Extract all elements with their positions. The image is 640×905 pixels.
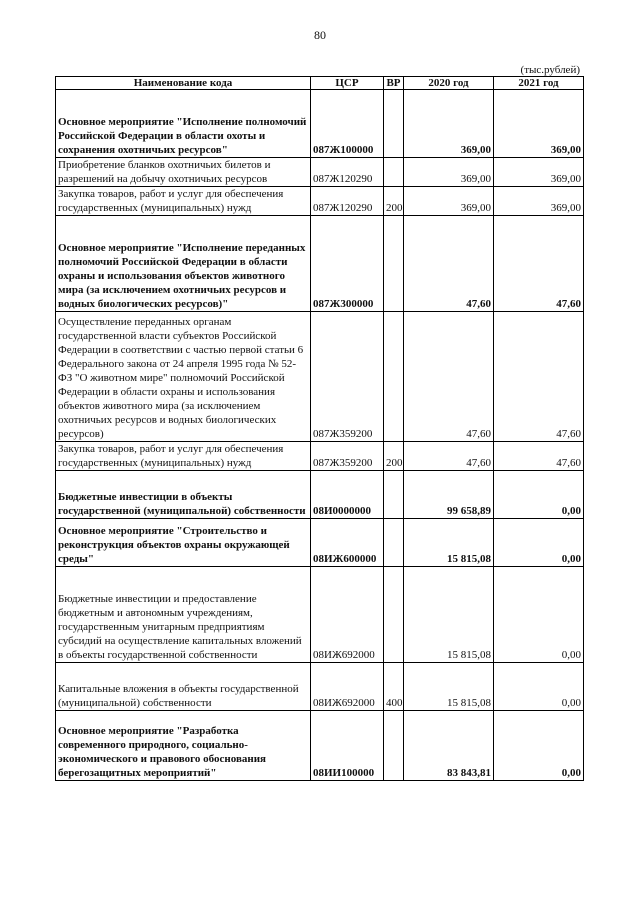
row-csr-cell: 08ИЖ692000 xyxy=(311,567,384,663)
budget-table xyxy=(55,76,584,781)
row-2020-cell: 15 815,08 xyxy=(404,663,494,711)
table-header-row xyxy=(56,77,584,90)
row-2020-cell: 15 815,08 xyxy=(404,519,494,567)
table-row xyxy=(56,312,584,442)
row-name-cell: Бюджетные инвестиции в объекты государственной (муниципальной) собственности xyxy=(56,471,311,519)
table-row xyxy=(56,567,584,663)
row-2021-cell: 47,60 xyxy=(494,442,584,471)
row-vr-cell xyxy=(384,312,404,442)
row-csr-cell: 087Ж120290 xyxy=(311,158,384,187)
row-name-cell: Бюджетные инвестиции и предоставление бюджетным и автономным учреждениям, государственным унитарным предприятиям субсидий на осуществление капитальных вложений в объекты государственной собственности xyxy=(56,567,311,663)
row-csr-cell: 087Ж120290 xyxy=(311,187,384,216)
row-csr-cell: 087Ж359200 xyxy=(311,312,384,442)
header-2021: 2021 год xyxy=(494,77,584,90)
row-name-cell: Осуществление переданных органам государственной власти субъектов Российской Федерации в соответствии с частью первой статьи 6 Федерального закона от 24 апреля 1995 года № 52-ФЗ "О животном мире" полномочий Российской Федерации в области охраны и использования объектов животного мира (за исключением охотничьих ресурсов и водных биологических ресурсов) xyxy=(56,312,311,442)
row-csr-cell: 087Ж359200 xyxy=(311,442,384,471)
row-name-cell: Приобретение бланков охотничьих билетов и разрешений на добычу охотничьих ресурсов xyxy=(56,158,311,187)
row-name-cell: Капитальные вложения в объекты государственной (муниципальной) собственности xyxy=(56,663,311,711)
table-row xyxy=(56,471,584,519)
row-csr-cell: 087Ж100000 xyxy=(311,90,384,158)
row-name-cell: Основное мероприятие "Разработка современного природного, социально-экономического и правового обоснования берегозащитных мероприятий" xyxy=(56,711,311,781)
table-row xyxy=(56,90,584,158)
row-2020-cell: 15 815,08 xyxy=(404,567,494,663)
table-row xyxy=(56,519,584,567)
page-number: 80 xyxy=(314,28,326,42)
row-csr-cell: 08И0000000 xyxy=(311,471,384,519)
header-name: Наименование кода xyxy=(56,77,311,90)
row-csr-cell: 08ИЖ600000 xyxy=(311,519,384,567)
header-csr: ЦСР xyxy=(311,77,384,90)
row-2020-cell: 369,00 xyxy=(404,90,494,158)
row-2021-cell: 369,00 xyxy=(494,90,584,158)
row-2020-cell: 47,60 xyxy=(404,312,494,442)
row-name-cell: Основное мероприятие "Исполнение полномочий Российской Федерации в области охоты и сохранения охотничьих ресурсов" xyxy=(56,90,311,158)
header-vr: ВР xyxy=(384,77,404,90)
table-row xyxy=(56,663,584,711)
row-2021-cell: 0,00 xyxy=(494,519,584,567)
row-vr-cell xyxy=(384,519,404,567)
table-row xyxy=(56,442,584,471)
row-2021-cell: 369,00 xyxy=(494,158,584,187)
row-vr-cell xyxy=(384,567,404,663)
row-2021-cell: 0,00 xyxy=(494,471,584,519)
row-2020-cell: 369,00 xyxy=(404,187,494,216)
row-name-cell: Закупка товаров, работ и услуг для обеспечения государственных (муниципальных) нужд xyxy=(56,187,311,216)
row-vr-cell: 200 xyxy=(384,442,404,471)
row-2020-cell: 99 658,89 xyxy=(404,471,494,519)
header-2020: 2020 год xyxy=(404,77,494,90)
table-body xyxy=(56,90,584,781)
row-name-cell: Основное мероприятие "Строительство и реконструкция объектов охраны окружающей среды" xyxy=(56,519,311,567)
row-vr-cell xyxy=(384,471,404,519)
row-2021-cell: 369,00 xyxy=(494,187,584,216)
row-vr-cell: 400 xyxy=(384,663,404,711)
unit-note: (тыс.рублей) xyxy=(520,64,580,76)
row-vr-cell xyxy=(384,711,404,781)
row-csr-cell: 08ИИ100000 xyxy=(311,711,384,781)
row-vr-cell xyxy=(384,90,404,158)
row-vr-cell xyxy=(384,216,404,312)
table-row xyxy=(56,187,584,216)
table-row xyxy=(56,711,584,781)
row-csr-cell: 087Ж300000 xyxy=(311,216,384,312)
table-row xyxy=(56,158,584,187)
row-csr-cell: 08ИЖ692000 xyxy=(311,663,384,711)
row-name-cell: Основное мероприятие "Исполнение переданных полномочий Российской Федерации в области охраны и использования объектов животного мира (за исключением охотничьих ресурсов и водных биологических ресурсов)" xyxy=(56,216,311,312)
table-row xyxy=(56,216,584,312)
row-2020-cell: 47,60 xyxy=(404,442,494,471)
row-name-cell: Закупка товаров, работ и услуг для обеспечения государственных (муниципальных) нужд xyxy=(56,442,311,471)
row-2021-cell: 0,00 xyxy=(494,711,584,781)
row-2021-cell: 47,60 xyxy=(494,216,584,312)
row-2020-cell: 369,00 xyxy=(404,158,494,187)
row-2021-cell: 47,60 xyxy=(494,312,584,442)
row-2020-cell: 47,60 xyxy=(404,216,494,312)
row-vr-cell xyxy=(384,158,404,187)
row-2020-cell: 83 843,81 xyxy=(404,711,494,781)
row-2021-cell: 0,00 xyxy=(494,663,584,711)
row-2021-cell: 0,00 xyxy=(494,567,584,663)
row-vr-cell: 200 xyxy=(384,187,404,216)
